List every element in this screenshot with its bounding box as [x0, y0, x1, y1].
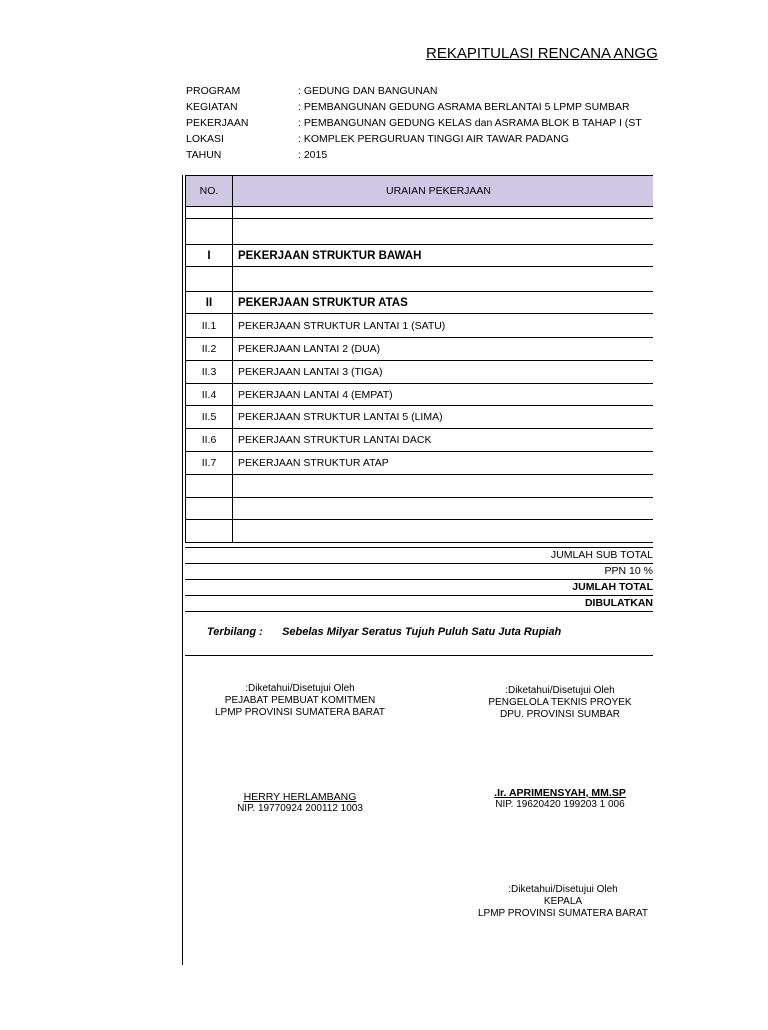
meta-value: : GEDUNG DAN BANGUNAN — [298, 85, 438, 97]
table-row — [186, 267, 665, 292]
sig-nip: NIP. 19770924 200112 1003 — [237, 803, 363, 814]
item-label: PEKERJAAN STRUKTUR LANTAI 1 (SATU) — [233, 314, 665, 338]
ppn-row — [185, 563, 653, 580]
terbilang-label: Terbilang : — [207, 626, 263, 638]
table-row — [186, 314, 665, 338]
meta-label: KEGIATAN — [186, 101, 238, 113]
table-row — [186, 219, 665, 245]
total-row — [185, 579, 653, 596]
meta-row-tahun — [186, 147, 642, 163]
table-row — [186, 498, 665, 520]
item-no: II.4 — [186, 384, 233, 406]
totals-block — [185, 548, 653, 612]
meta-row-pekerjaan — [186, 115, 642, 131]
sig-approval-line: :Diketahui/Disetujui Oleh — [508, 884, 618, 895]
sig-office: DPU. PROVINSI SUMBAR — [499, 709, 621, 720]
table-row — [186, 429, 665, 452]
total-label: JUMLAH TOTAL — [572, 581, 653, 593]
section-row — [186, 245, 665, 267]
item-no: II.1 — [186, 314, 233, 338]
item-label: PEKERJAAN STRUKTUR LANTAI DACK — [233, 429, 665, 452]
table-row — [186, 207, 665, 219]
meta-value: : PEMBANGUNAN GEDUNG KELAS dan ASRAMA BLOK B TAHAP I (ST — [298, 117, 642, 129]
item-label: PEKERJAAN STRUKTUR LANTAI 5 (LIMA) — [233, 406, 665, 429]
project-info — [186, 83, 642, 163]
rounded-row — [185, 595, 653, 612]
table-row — [186, 452, 665, 475]
item-no: II.2 — [186, 338, 233, 361]
frame-border — [182, 175, 183, 965]
table-row — [186, 384, 665, 406]
sig-position: PEJABAT PEMBUAT KOMITMEN — [224, 695, 376, 706]
meta-row-lokasi — [186, 131, 642, 147]
meta-label: PROGRAM — [186, 85, 241, 97]
signature-teknis — [460, 685, 660, 811]
sig-approval-line: :Diketahui/Disetujui Oleh — [245, 683, 355, 694]
header-no: NO. — [186, 176, 233, 207]
meta-row-program — [186, 83, 642, 99]
sig-office: LPMP PROVINSI SUMATERA BARAT — [214, 707, 386, 718]
table-row — [186, 361, 665, 384]
signature-kepala — [463, 884, 663, 920]
table-row — [186, 406, 665, 429]
sig-office: LPMP PROVINSI SUMATERA BARAT — [477, 908, 649, 919]
terbilang-value: Sebelas Milyar Seratus Tujuh Puluh Satu Juta Rupiah — [282, 626, 562, 638]
sub-total-row — [185, 547, 653, 564]
cost-table — [185, 175, 665, 543]
item-no: II.5 — [186, 406, 233, 429]
item-no: II.7 — [186, 452, 233, 475]
item-label: PEKERJAAN LANTAI 3 (TIGA) — [233, 361, 665, 384]
item-label: PEKERJAAN STRUKTUR ATAP — [233, 452, 665, 475]
divider — [185, 655, 653, 656]
sig-position: PENGELOLA TEKNIS PROYEK — [488, 697, 632, 708]
table-row — [186, 338, 665, 361]
meta-value: : 2015 — [298, 149, 328, 161]
meta-value: : KOMPLEK PERGURUAN TINGGI AIR TAWAR PADANG — [298, 133, 569, 145]
header-uraian: URAIAN PEKERJAAN — [233, 176, 665, 207]
document-title: REKAPITULASI RENCANA ANGG — [426, 45, 658, 62]
meta-label: LOKASI — [186, 133, 224, 145]
sig-nip: NIP. 19620420 199203 1 006 — [495, 799, 625, 810]
sig-approval-line: :Diketahui/Disetujui Oleh — [505, 685, 615, 696]
sig-name: .Ir. APRIMENSYAH, MM.SP — [494, 787, 626, 799]
table-row — [186, 475, 665, 498]
table-header-row — [186, 176, 665, 207]
sig-position: KEPALA — [543, 896, 583, 907]
ppn-label: PPN 10 % — [604, 565, 653, 577]
item-label: PEKERJAAN LANTAI 2 (DUA) — [233, 338, 665, 361]
section-row — [186, 292, 665, 314]
item-label: PEKERJAAN LANTAI 4 (EMPAT) — [233, 384, 665, 406]
sig-name: HERRY HERLAMBANG — [243, 791, 357, 803]
section-label: PEKERJAAN STRUKTUR ATAS — [233, 292, 665, 314]
signature-ppk — [200, 683, 400, 815]
section-no: II — [186, 292, 233, 314]
meta-label: TAHUN — [186, 149, 222, 161]
item-no: II.6 — [186, 429, 233, 452]
meta-value: : PEMBANGUNAN GEDUNG ASRAMA BERLANTAI 5 LPMP SUMBAR — [298, 101, 630, 113]
item-no: II.3 — [186, 361, 233, 384]
terbilang — [207, 626, 561, 638]
sub-total-label: JUMLAH SUB TOTAL — [550, 549, 653, 561]
section-label: PEKERJAAN STRUKTUR BAWAH — [233, 245, 665, 267]
section-no: I — [186, 245, 233, 267]
meta-row-kegiatan — [186, 99, 642, 115]
rounded-label: DIBULATKAN — [584, 597, 653, 609]
table-row — [186, 520, 665, 543]
meta-label: PEKERJAAN — [186, 117, 249, 129]
page-clip-region — [653, 170, 768, 1030]
